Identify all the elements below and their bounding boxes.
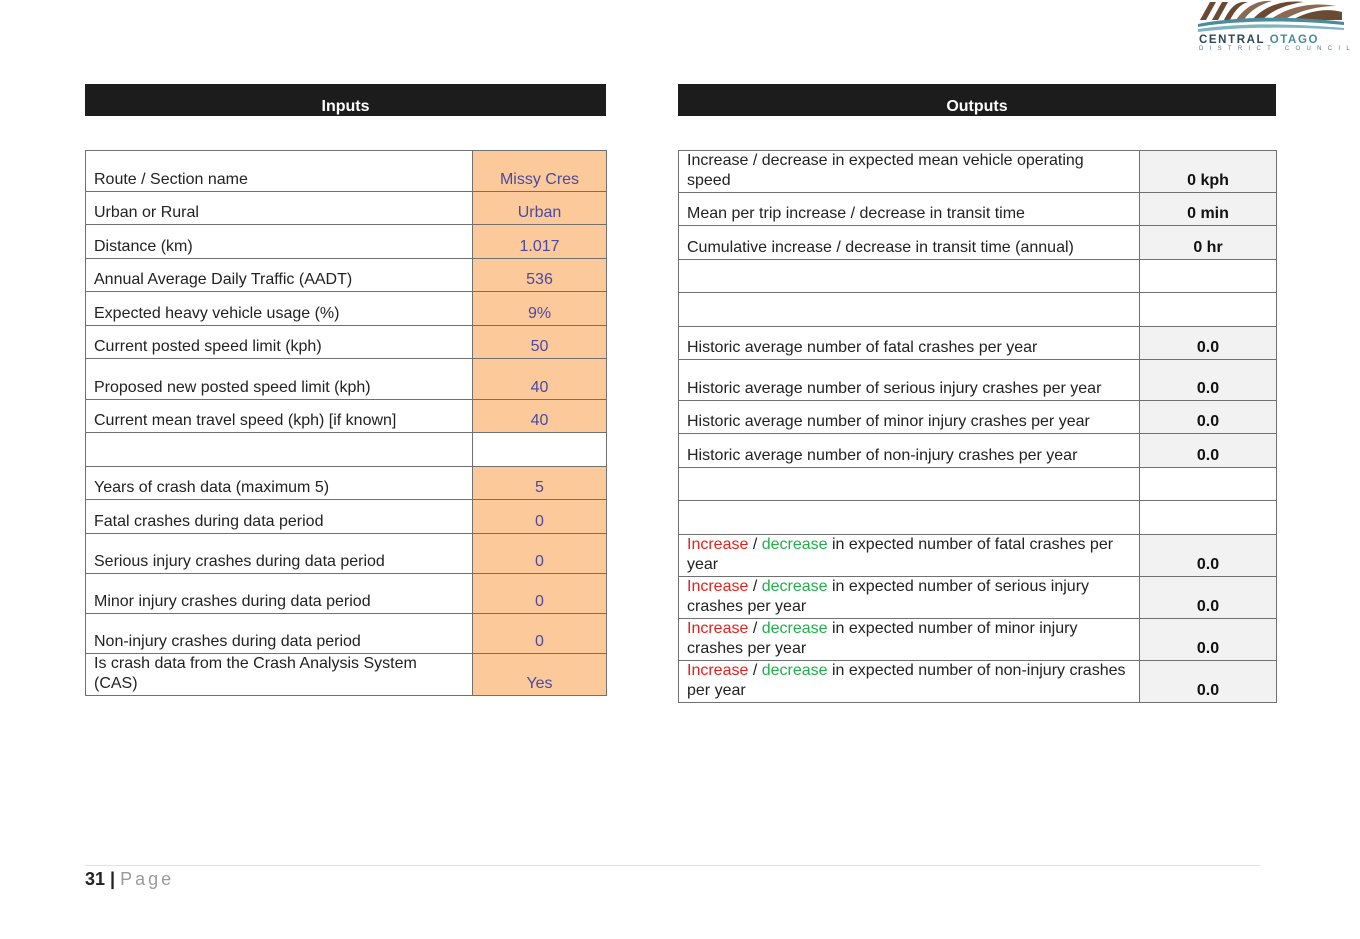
output-value: 0.0: [1140, 434, 1277, 468]
output-value: 0.0: [1140, 327, 1277, 360]
output-row-expected-minor: [679, 619, 1277, 661]
input-row-heavy-vehicle: [86, 292, 607, 326]
output-value: 0 kph: [1140, 151, 1277, 193]
output-row-transit-time: [679, 193, 1277, 226]
output-label: Cumulative increase / decrease in transit time (annual): [679, 226, 1140, 260]
output-row-expected-non-injury: [679, 661, 1277, 703]
output-label: Historic average number of serious injury crashes per year: [679, 360, 1140, 401]
output-label: [679, 501, 1140, 535]
output-label: Historic average number of non-injury crashes per year: [679, 434, 1140, 468]
output-value: 0 hr: [1140, 226, 1277, 260]
input-row-current-speed-limit: [86, 326, 607, 359]
page-footer: [85, 869, 174, 890]
input-row-distance: [86, 225, 607, 259]
separator: /: [748, 662, 762, 679]
logo-name-otago: OTAGO: [1269, 34, 1320, 46]
output-label: Mean per trip increase / decrease in transit time: [679, 193, 1140, 226]
input-value[interactable]: 0: [473, 614, 607, 654]
output-value: 0.0: [1140, 577, 1277, 619]
outputs-table: [678, 150, 1277, 703]
input-value[interactable]: Urban: [473, 192, 607, 225]
input-value[interactable]: 536: [473, 259, 607, 292]
output-row-operating-speed: [679, 151, 1277, 193]
output-label-rest: in expected number of minor injury crashes per year: [687, 620, 1078, 657]
input-row-blank: [86, 433, 607, 467]
logo-subtitle: DISTRICT COUNCIL: [1199, 46, 1357, 52]
output-row-historic-minor: [679, 401, 1277, 434]
output-row-blank: [679, 468, 1277, 501]
input-value[interactable]: Missy Cres: [473, 151, 607, 192]
logo-wordmark: [1199, 34, 1319, 46]
output-value: [1140, 260, 1277, 293]
input-row-cas: [86, 654, 607, 696]
output-row-blank: [679, 293, 1277, 327]
input-row-urban-rural: [86, 192, 607, 225]
separator: /: [748, 536, 762, 553]
input-label: Route / Section name: [86, 151, 473, 192]
output-value: 0 min: [1140, 193, 1277, 226]
output-label: Historic average number of minor injury crashes per year: [679, 401, 1140, 434]
input-label: Years of crash data (maximum 5): [86, 467, 473, 500]
input-value[interactable]: 40: [473, 400, 607, 433]
separator: /: [748, 578, 762, 595]
output-value: 0.0: [1140, 661, 1277, 703]
input-label: Minor injury crashes during data period: [86, 574, 473, 614]
input-label: Current posted speed limit (kph): [86, 326, 473, 359]
outputs-header: Outputs: [678, 84, 1276, 116]
input-value[interactable]: 9%: [473, 292, 607, 326]
output-row-blank: [679, 501, 1277, 535]
output-row-blank: [679, 260, 1277, 293]
page-word: Page: [120, 869, 175, 889]
input-label: Current mean travel speed (kph) [if known]: [86, 400, 473, 433]
input-row-non-injury-crashes: [86, 614, 607, 654]
output-label: [679, 468, 1140, 501]
output-label-rest: in expected number of serious injury crashes per year: [687, 578, 1090, 615]
input-value[interactable]: 40: [473, 359, 607, 400]
output-label: [679, 535, 1140, 577]
decrease-word: decrease: [761, 620, 828, 637]
output-value: 0.0: [1140, 535, 1277, 577]
output-label: Historic average number of fatal crashes per year: [679, 327, 1140, 360]
input-label: Serious injury crashes during data period: [86, 534, 473, 574]
increase-word: Increase: [687, 578, 749, 595]
output-label: [679, 577, 1140, 619]
increase-word: Increase: [687, 662, 749, 679]
input-row-fatal-crashes: [86, 500, 607, 534]
input-value[interactable]: Yes: [473, 654, 607, 696]
input-value: [473, 433, 607, 467]
output-label-rest: in expected number of non-injury crashes per year: [687, 662, 1126, 699]
input-value[interactable]: 0: [473, 500, 607, 534]
inputs-header: Inputs: [85, 84, 606, 116]
page-number: 31: [85, 869, 106, 889]
output-value: 0.0: [1140, 401, 1277, 434]
input-label: [86, 433, 473, 467]
input-label: Is crash data from the Crash Analysis System (CAS): [86, 654, 473, 696]
input-label: Fatal crashes during data period: [86, 500, 473, 534]
inputs-table: [85, 150, 607, 696]
input-row-aadt: [86, 259, 607, 292]
output-row-expected-fatal: [679, 535, 1277, 577]
output-row-historic-fatal: [679, 327, 1277, 360]
input-row-mean-travel-speed: [86, 400, 607, 433]
footer-divider: [85, 865, 1260, 866]
input-label: Annual Average Daily Traffic (AADT): [86, 259, 473, 292]
output-label: [679, 293, 1140, 327]
increase-word: Increase: [687, 620, 749, 637]
output-value: 0.0: [1140, 619, 1277, 661]
input-row-serious-crashes: [86, 534, 607, 574]
decrease-word: decrease: [761, 536, 828, 553]
output-label: [679, 260, 1140, 293]
input-value[interactable]: 50: [473, 326, 607, 359]
input-value[interactable]: 0: [473, 574, 607, 614]
output-value: [1140, 293, 1277, 327]
input-label: Expected heavy vehicle usage (%): [86, 292, 473, 326]
input-label: Non-injury crashes during data period: [86, 614, 473, 654]
input-label: Urban or Rural: [86, 192, 473, 225]
output-row-cumulative-transit: [679, 226, 1277, 260]
decrease-word: decrease: [761, 578, 828, 595]
output-value: [1140, 501, 1277, 535]
output-row-expected-serious: [679, 577, 1277, 619]
decrease-word: decrease: [761, 662, 828, 679]
input-value[interactable]: 1.017: [473, 225, 607, 259]
output-label: [679, 661, 1140, 703]
output-label: Increase / decrease in expected mean vehicle operating speed: [679, 151, 1140, 193]
output-label: [679, 619, 1140, 661]
input-row-years-crash-data: [86, 467, 607, 500]
output-value: [1140, 468, 1277, 501]
output-row-historic-serious: [679, 360, 1277, 401]
input-row-route: [86, 151, 607, 192]
input-row-minor-crashes: [86, 574, 607, 614]
output-label-rest: in expected number of fatal crashes per year: [687, 536, 1114, 573]
input-value[interactable]: 0: [473, 534, 607, 574]
output-row-historic-non-injury: [679, 434, 1277, 468]
footer-separator: |: [105, 869, 121, 889]
input-label: Proposed new posted speed limit (kph): [86, 359, 473, 400]
output-value: 0.0: [1140, 360, 1277, 401]
logo-name-central: CENTRAL: [1199, 34, 1265, 46]
input-row-proposed-speed-limit: [86, 359, 607, 400]
separator: /: [748, 620, 762, 637]
increase-word: Increase: [687, 536, 749, 553]
input-label: Distance (km): [86, 225, 473, 259]
input-value[interactable]: 5: [473, 467, 607, 500]
